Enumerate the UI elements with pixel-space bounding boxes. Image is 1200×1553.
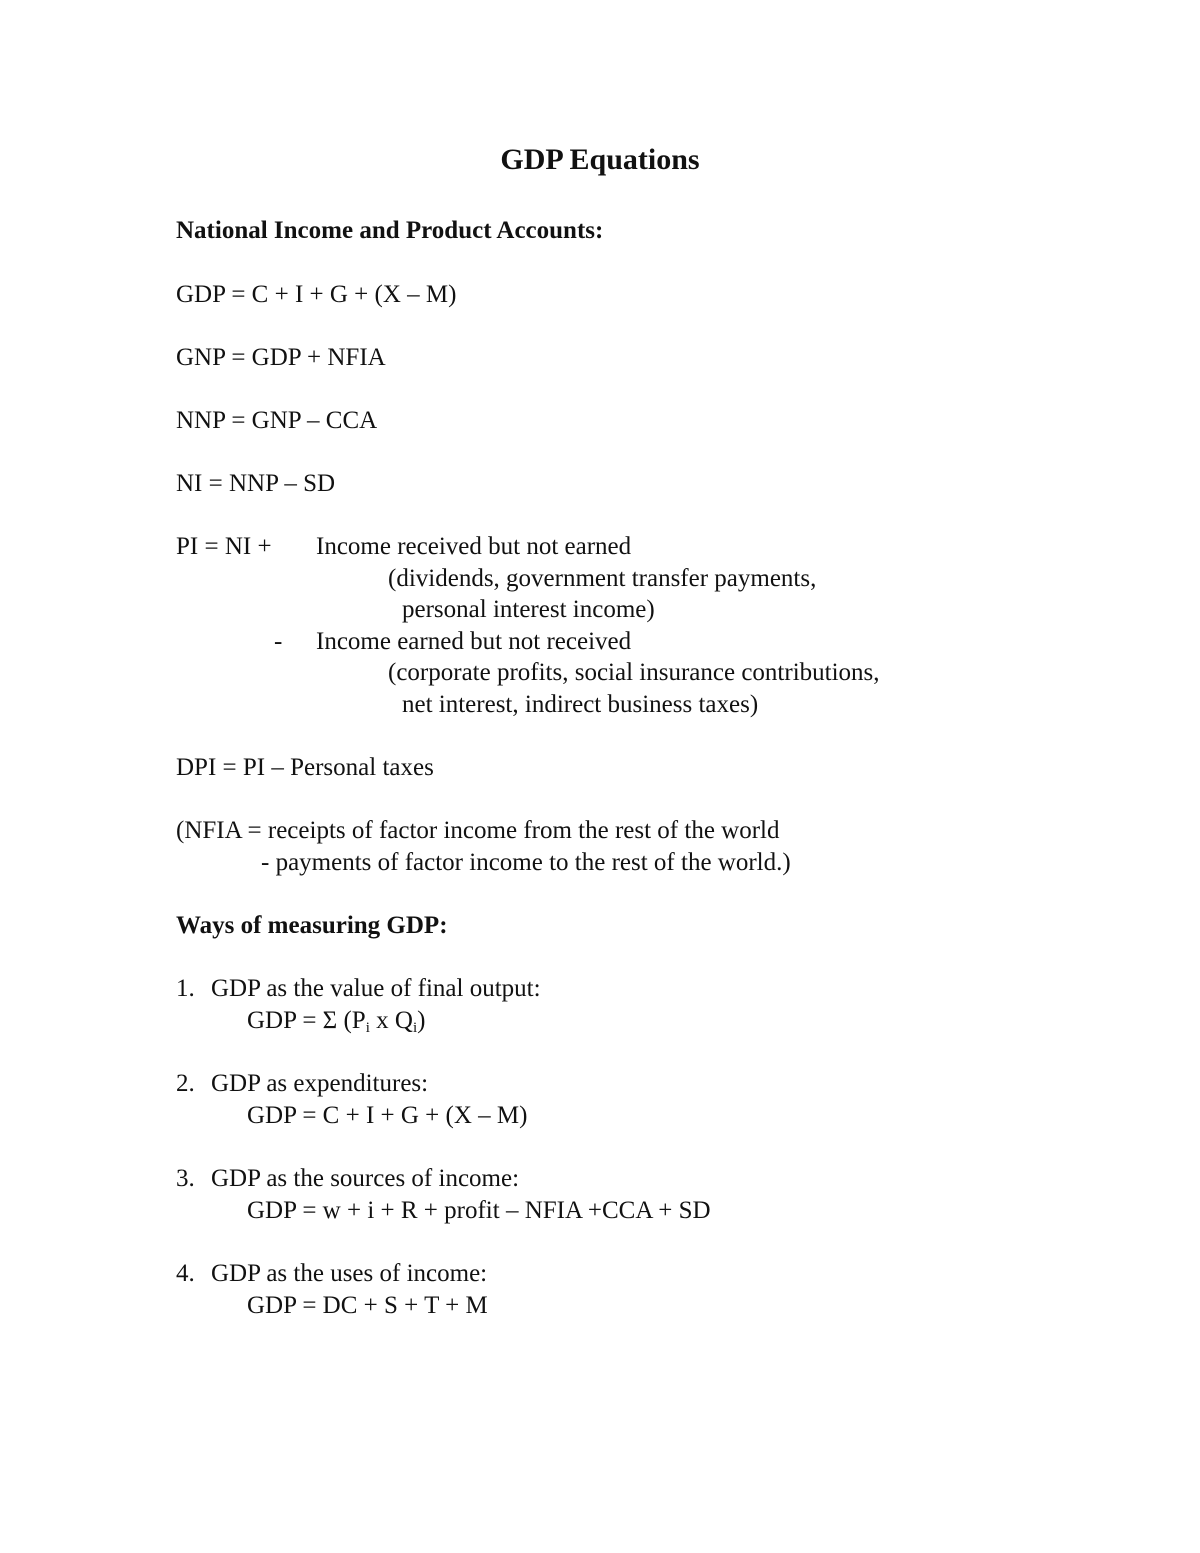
list-item-label: GDP as the sources of income: (211, 1165, 520, 1192)
formula-text: GDP = Σ (P (247, 1007, 366, 1034)
equation-ni: NI = NNP – SD (176, 470, 336, 497)
list-item-number: 2. (176, 1070, 195, 1097)
pi-minus-detail: (corporate profits, social insurance contributions, (388, 659, 880, 686)
equation-gdp: GDP = C + I + G + (X – M) (176, 281, 457, 308)
list-item-label: GDP as expenditures: (211, 1070, 429, 1097)
equation-dpi: DPI = PI – Personal taxes (176, 754, 434, 781)
list-item-formula (247, 1005, 425, 1037)
pi-plus-detail: personal interest income) (402, 596, 655, 623)
formula-subscript: i (365, 1020, 370, 1036)
list-item-number: 4. (176, 1260, 195, 1287)
equation-nnp: NNP = GNP – CCA (176, 407, 378, 434)
equation-pi-lhs: PI = NI + (176, 533, 272, 560)
formula-text: x Q (369, 1007, 413, 1034)
list-item-number: 3. (176, 1165, 195, 1192)
section-heading-accounts: National Income and Product Accounts: (176, 217, 604, 244)
formula-text: ) (417, 1007, 426, 1034)
pi-minus-detail: net interest, indirect business taxes) (402, 691, 759, 718)
list-item-number: 1. (176, 975, 195, 1002)
nfia-note: - payments of factor income to the rest of the world.) (261, 849, 791, 876)
pi-minus-sign: - (274, 628, 283, 655)
list-item-label: GDP as the value of final output: (211, 975, 541, 1002)
list-item-label: GDP as the uses of income: (211, 1260, 488, 1287)
formula-subscript: i (412, 1020, 418, 1036)
section-heading-measuring: Ways of measuring GDP: (176, 912, 448, 939)
list-item-formula: GDP = w + i + R + profit – NFIA +CCA + SD (247, 1197, 711, 1224)
list-item-formula: GDP = C + I + G + (X – M) (247, 1102, 528, 1129)
nfia-note: (NFIA = receipts of factor income from the rest of the world (176, 817, 780, 844)
page-title: GDP Equations (500, 143, 700, 176)
pi-plus-item: Income received but not earned (316, 533, 632, 560)
list-item-formula: GDP = DC + S + T + M (247, 1292, 488, 1319)
pi-plus-detail: (dividends, government transfer payments, (388, 565, 817, 592)
equation-gnp: GNP = GDP + NFIA (176, 344, 386, 371)
pi-minus-item: Income earned but not received (316, 628, 632, 655)
